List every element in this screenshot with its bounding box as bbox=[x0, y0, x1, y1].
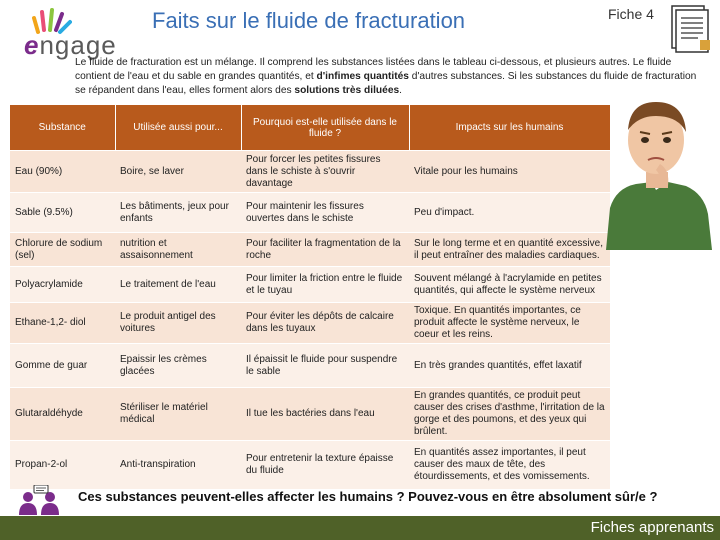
header-why-used: Pourquoi est-elle utilisée dans le fluide ? bbox=[241, 105, 409, 151]
cell-impacts: En très grandes quantités, effet laxatif bbox=[409, 344, 610, 388]
cell-substance: Sable (9.5%) bbox=[10, 193, 115, 233]
footer-bar bbox=[0, 516, 720, 540]
cell-why-used: Pour limiter la friction entre le fluide et le tuyau bbox=[241, 267, 409, 303]
cell-substance: Chlorure de sodium (sel) bbox=[10, 233, 115, 267]
header-impacts: Impacts sur les humains bbox=[409, 105, 610, 151]
cell-used-for: nutrition et assaisonnement bbox=[115, 233, 241, 267]
table-row bbox=[10, 233, 610, 267]
table-row bbox=[10, 193, 610, 233]
cell-why-used: Pour maintenir les fissures ouvertes dans le schiste bbox=[241, 193, 409, 233]
fiche-number: Fiche 4 bbox=[608, 6, 654, 22]
cell-impacts: En grandes quantités, ce produit peut causer des crises d'asthme, l'irritation de la gorge et des poumons, et des yeux qui brûlent. bbox=[409, 388, 610, 441]
header-substance: Substance bbox=[10, 105, 115, 151]
substances-table bbox=[10, 105, 611, 489]
cell-used-for: Boire, se laver bbox=[115, 151, 241, 193]
cell-why-used: Pour forcer les petites fissures dans le schiste à s'ouvrir davantage bbox=[241, 151, 409, 193]
cell-substance: Gomme de guar bbox=[10, 344, 115, 388]
table-row bbox=[10, 151, 610, 193]
cell-substance: Propan-2-ol bbox=[10, 441, 115, 489]
cell-why-used: Il tue les bactéries dans l'eau bbox=[241, 388, 409, 441]
cell-impacts: Sur le long terme et en quantité excessive, il peut entraîner des maladies cardiaques. bbox=[409, 233, 610, 267]
table-row bbox=[10, 441, 610, 489]
page-title: Faits sur le fluide de fracturation bbox=[152, 8, 466, 33]
cell-substance: Eau (90%) bbox=[10, 151, 115, 193]
table-row bbox=[10, 303, 610, 344]
cell-why-used: Il épaissit le fluide pour suspendre le sable bbox=[241, 344, 409, 388]
footer-label: Fiches apprenants bbox=[590, 519, 714, 536]
cell-used-for: Le produit antigel des voitures bbox=[115, 303, 241, 344]
engage-logo bbox=[10, 8, 135, 60]
cell-impacts: Souvent mélangé à l'acrylamide en petites quantités, qui affecte le système nerveux bbox=[409, 267, 610, 303]
header-used-for: Utilisée aussi pour... bbox=[115, 105, 241, 151]
cell-used-for: Stériliser le matériel médical bbox=[115, 388, 241, 441]
table-row bbox=[10, 267, 610, 303]
table-header-row bbox=[10, 105, 610, 151]
cell-used-for: Les bâtiments, jeux pour enfants bbox=[115, 193, 241, 233]
fiche-document-icon bbox=[668, 4, 714, 54]
cell-why-used: Pour faciliter la fragmentation de la roche bbox=[241, 233, 409, 267]
people-discussion-icon bbox=[16, 485, 64, 515]
intro-paragraph: Le fluide de fracturation est un mélange. Il comprend les substances listées dans le tableau ci-dessous, et plusieurs autres. Le fluide contient de l'eau et du sable en grandes quantités, et d'infimes quantités d'autres substances. Si les substances du fluide de fracturation se répandent dans l'eau, elles forment alors des solutions très diluées. bbox=[75, 57, 697, 96]
cell-impacts: Peu d'impact. bbox=[409, 193, 610, 233]
cell-substance: Polyacrylamide bbox=[10, 267, 115, 303]
cell-substance: Ethane-1,2- diol bbox=[10, 303, 115, 344]
discussion-question: Ces substances peuvent-elles affecter les humains ? Pouvez-vous en être absolument sûr/e ? bbox=[78, 489, 658, 504]
boy-thinking-image bbox=[596, 90, 716, 250]
table-row bbox=[10, 388, 610, 441]
cell-used-for: Le traitement de l'eau bbox=[115, 267, 241, 303]
cell-why-used: Pour éviter les dépôts de calcaire dans les tuyaux bbox=[241, 303, 409, 344]
logo-text: engage bbox=[24, 30, 117, 60]
table-row bbox=[10, 344, 610, 388]
cell-used-for: Anti-transpiration bbox=[115, 441, 241, 489]
cell-impacts: Toxique. En quantités importantes, ce produit affecte le système nerveux, le coeur et les reins. bbox=[409, 303, 610, 344]
cell-impacts: Vitale pour les humains bbox=[409, 151, 610, 193]
cell-why-used: Pour entretenir la texture épaisse du fluide bbox=[241, 441, 409, 489]
cell-used-for: Epaissir les crèmes glacées bbox=[115, 344, 241, 388]
cell-impacts: En quantités assez importantes, il peut causer des maux de tête, des étourdissements, et des vomissements. bbox=[409, 441, 610, 489]
cell-substance: Glutaraldéhyde bbox=[10, 388, 115, 441]
